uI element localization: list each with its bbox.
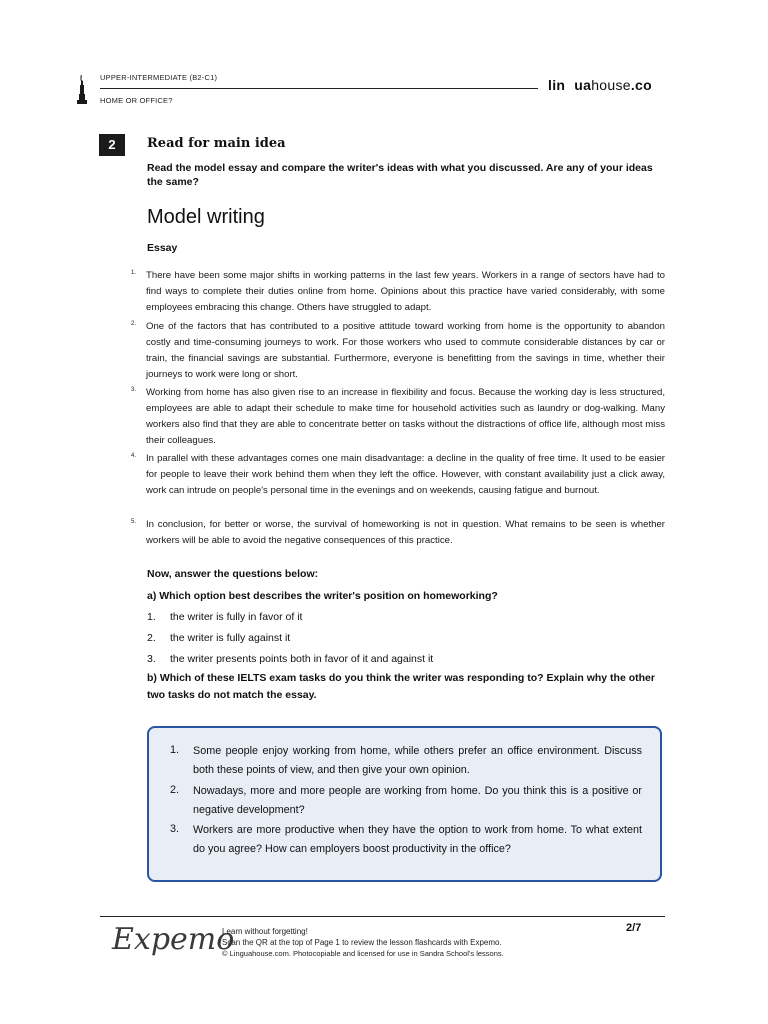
option-number: 2. [147, 632, 156, 644]
task-number: 3. [170, 823, 180, 835]
logo-part-3: house [591, 77, 631, 93]
header-divider [100, 88, 538, 89]
topic-label: HOME OR OFFICE? [100, 96, 173, 105]
logo-part-2: ua [574, 77, 592, 93]
paragraph-number: 5. [131, 519, 137, 525]
paragraph-number: 3. [131, 387, 137, 393]
essay-paragraph: In conclusion, for better or worse, the survival of homeworking is not in question. What remains to be seen is whether workers will be able to avoid the negative consequences of this practice. [146, 519, 665, 546]
logo-part-1: lin [548, 77, 566, 93]
statue-of-liberty-icon [76, 74, 88, 104]
linguahouse-logo[interactable] [548, 77, 652, 93]
question-b: b) Which of these IELTS exam tasks do you think the writer was responding to? Explain why the other two tasks do not match the essay. [147, 672, 655, 701]
footer-divider [100, 916, 665, 917]
option-number: 3. [147, 653, 156, 665]
section-title: Read for main idea [147, 136, 286, 151]
expemo-logo[interactable]: Expemo [112, 922, 235, 957]
essay-label: Essay [147, 242, 178, 254]
question-a: a) Which option best describes the writer's position on homeworking? [147, 590, 498, 602]
essay-paragraph: In parallel with these advantages comes one main disadvantage: a decline in the quality of free time. It used to be easier for people to leave their work behind them when they left the office. However, with constant availability just a click away, work can intrude on people's personal time in the evenings and on weekends, causing fatigue and burnout. [146, 453, 665, 496]
footer-copyright: © Linguahouse.com. Photocopiable and licensed for use in Sandra School's lessons. [222, 949, 504, 958]
option-text: the writer is fully in favor of it [170, 611, 303, 623]
footer-qr-note: Scan the QR at the top of Page 1 to review the lesson flashcards with Expemo. [222, 938, 502, 947]
page-number: 2/7 [626, 922, 642, 934]
option-number: 1. [147, 611, 156, 623]
paragraph-number: 1. [131, 270, 137, 276]
essay-paragraph: One of the factors that has contributed to a positive attitude toward working from home is the opportunity to abandon costly and time-consuming journeys to work. For those workers who used to commute considerable distances by car or train, the financial savings are substantial. Furthermore, everyone is benefitting from the savings in time, whether their journeys to work were long or short. [146, 321, 665, 380]
option-text: the writer presents points both in favor of it and against it [170, 653, 434, 665]
questions-intro: Now, answer the questions below: [147, 568, 319, 580]
section-instruction: Read the model essay and compare the writer's ideas with what you discussed. Are any of your ideas the same? [147, 162, 653, 188]
essay-paragraph: Working from home has also given rise to an increase in flexibility and focus. Because the working day is less structured, employees are able to adapt their schedule to make time for household activities such as laundry or dog-walking. Many workers also find that they are able to concentrate better on tasks without the distractions of office life, although most miss their colleagues. [146, 387, 665, 446]
paragraph-number: 4. [131, 453, 137, 459]
model-writing-title: Model writing [147, 206, 265, 228]
essay-paragraph: There have been some major shifts in working patterns in the last few years. Workers in a range of sectors have had to find ways to complete their duties online from home. Opinions about this practice have varied considerably, with some employees embracing this change. Others have struggled to adapt. [146, 270, 665, 313]
level-label: UPPER-INTERMEDIATE (B2-C1) [100, 73, 218, 82]
footer-tagline: Learn without forgetting! [222, 927, 308, 936]
task-text: Nowadays, more and more people are working from home. Do you think this is a positive or negative development? [193, 785, 642, 816]
logo-part-4: .co [630, 77, 652, 93]
section-number: 2 [99, 134, 125, 156]
option-text: the writer is fully against it [170, 632, 291, 644]
task-number: 2. [170, 784, 180, 796]
task-text: Workers are more productive when they have the option to work from home. To what extent do you agree? How can employers boost productivity in the office? [193, 824, 642, 855]
task-number: 1. [170, 744, 180, 756]
paragraph-number: 2. [131, 321, 137, 327]
task-text: Some people enjoy working from home, while others prefer an office environment. Discuss both these points of view, and then give your own opinion. [193, 745, 642, 776]
